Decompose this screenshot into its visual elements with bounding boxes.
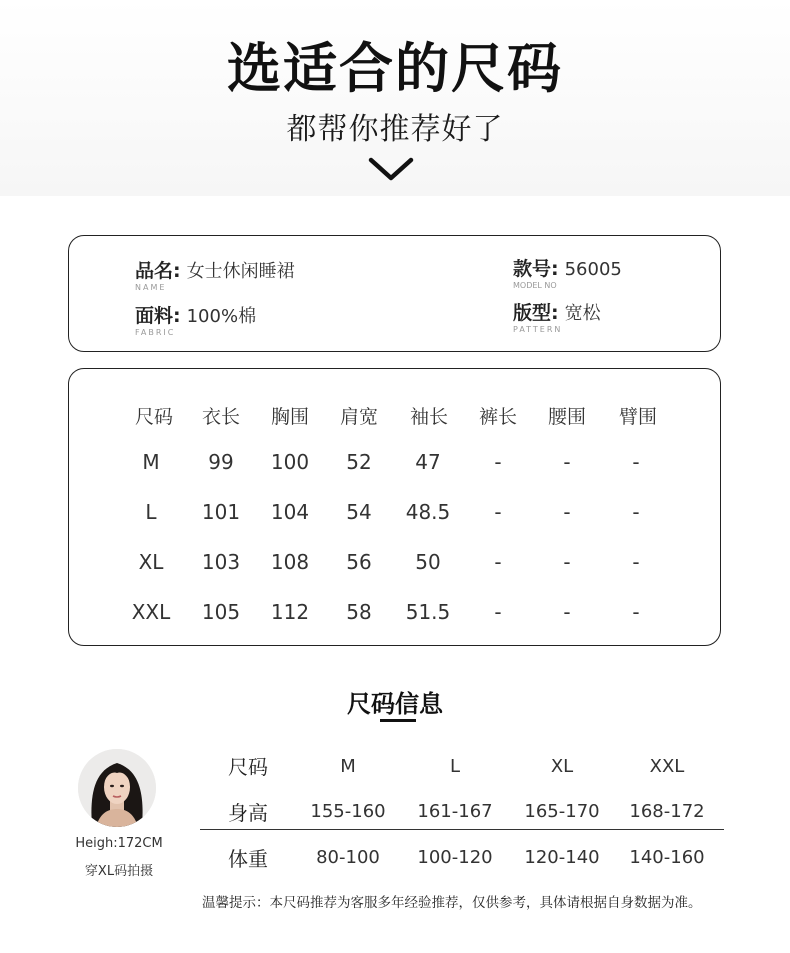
table-cell: - xyxy=(494,600,502,624)
table-cell: - xyxy=(632,600,640,624)
product-model-value: 56005 xyxy=(564,259,622,280)
size-header-cell: 袖长 xyxy=(409,406,448,428)
table-cell: XL xyxy=(138,550,164,574)
product-name-value: 女士休闲睡裙 xyxy=(186,261,295,282)
table-cell: - xyxy=(563,550,571,574)
ref-row-label: 身高 xyxy=(228,801,268,825)
ref-cell: XXL xyxy=(649,756,685,777)
avatar xyxy=(78,749,156,827)
table-cell: - xyxy=(494,550,502,574)
table-cell: 52 xyxy=(346,450,372,474)
table-cell: - xyxy=(563,600,571,624)
table-cell: - xyxy=(563,450,571,474)
ref-cell: 120-140 xyxy=(524,847,600,868)
product-model-en: MODEL NO xyxy=(513,281,557,290)
table-cell: 105 xyxy=(201,600,241,624)
table-cell: 58 xyxy=(346,600,372,624)
table-cell: 50 xyxy=(415,550,441,574)
model-portrait-image xyxy=(78,749,156,827)
table-cell: 48.5 xyxy=(405,500,451,524)
ref-cell: M xyxy=(340,756,356,777)
table-cell: 99 xyxy=(208,450,234,474)
product-pattern-value: 宽松 xyxy=(564,303,601,324)
size-info-title: 尺码信息 xyxy=(347,690,443,718)
table-cell: L xyxy=(145,500,157,524)
size-header-cell: 肩宽 xyxy=(339,406,378,428)
product-pattern xyxy=(513,298,601,334)
chevron-down-icon xyxy=(368,156,414,184)
ref-cell: 100-120 xyxy=(417,847,493,868)
ref-cell: XL xyxy=(550,756,574,777)
model-note: 穿XL码拍摄 xyxy=(84,864,154,879)
size-header-cell: 胸围 xyxy=(270,406,309,428)
table-cell: 112 xyxy=(270,600,310,624)
page-title: 选适合的尺码 xyxy=(227,37,563,100)
table-cell: 108 xyxy=(270,550,310,574)
table-cell: - xyxy=(494,450,502,474)
ref-cell: L xyxy=(449,756,461,777)
ref-cell: 140-160 xyxy=(629,847,705,868)
table-cell: 56 xyxy=(346,550,372,574)
table-cell: - xyxy=(494,500,502,524)
product-model xyxy=(513,254,622,290)
table-cell: - xyxy=(563,500,571,524)
size-header-cell: 衣长 xyxy=(201,406,240,428)
table-cell: 47 xyxy=(415,450,441,474)
table-cell: - xyxy=(632,500,640,524)
size-tip: 温馨提示：本尺码推荐为客服多年经验推荐，仅供参考，具体请根据自身数据为准。 xyxy=(202,895,702,911)
product-name xyxy=(135,256,295,292)
product-fabric-label: 面料: xyxy=(135,305,181,327)
ref-row-label: 尺码 xyxy=(228,755,268,779)
table-cell: M xyxy=(142,450,160,474)
size-header-cell: 腰围 xyxy=(547,406,586,428)
size-header-cell: 尺码 xyxy=(134,406,173,428)
ref-cell: 155-160 xyxy=(310,801,386,822)
product-name-en: NAME xyxy=(135,283,167,292)
product-pattern-en: PATTERN xyxy=(513,325,563,334)
product-fabric-value: 100%棉 xyxy=(186,306,257,327)
ref-row-label: 体重 xyxy=(228,847,268,871)
table-cell: 54 xyxy=(346,500,372,524)
page-subtitle: 都帮你推荐好了 xyxy=(286,112,504,147)
product-info-card xyxy=(68,235,721,352)
table-cell: XXL xyxy=(131,600,171,624)
model-height: Heigh:172CM xyxy=(75,836,163,851)
product-name-label: 品名: xyxy=(135,260,181,282)
table-cell: - xyxy=(632,450,640,474)
product-pattern-label: 版型: xyxy=(513,302,559,324)
ref-cell: 165-170 xyxy=(524,801,600,822)
size-header-cell: 裤长 xyxy=(478,406,517,428)
divider xyxy=(200,829,724,830)
table-cell: 104 xyxy=(270,500,310,524)
table-cell: 101 xyxy=(201,500,241,524)
product-fabric xyxy=(135,301,257,337)
table-cell: 103 xyxy=(201,550,241,574)
product-model-label: 款号: xyxy=(513,258,559,280)
ref-cell: 80-100 xyxy=(316,847,380,868)
product-fabric-en: FABRIC xyxy=(135,328,176,337)
size-header-cell: 臂围 xyxy=(618,406,657,428)
table-cell: - xyxy=(632,550,640,574)
ref-cell: 161-167 xyxy=(417,801,493,822)
table-cell: 51.5 xyxy=(405,600,451,624)
title-underline xyxy=(380,719,416,722)
table-cell: 100 xyxy=(270,450,310,474)
ref-cell: 168-172 xyxy=(629,801,705,822)
